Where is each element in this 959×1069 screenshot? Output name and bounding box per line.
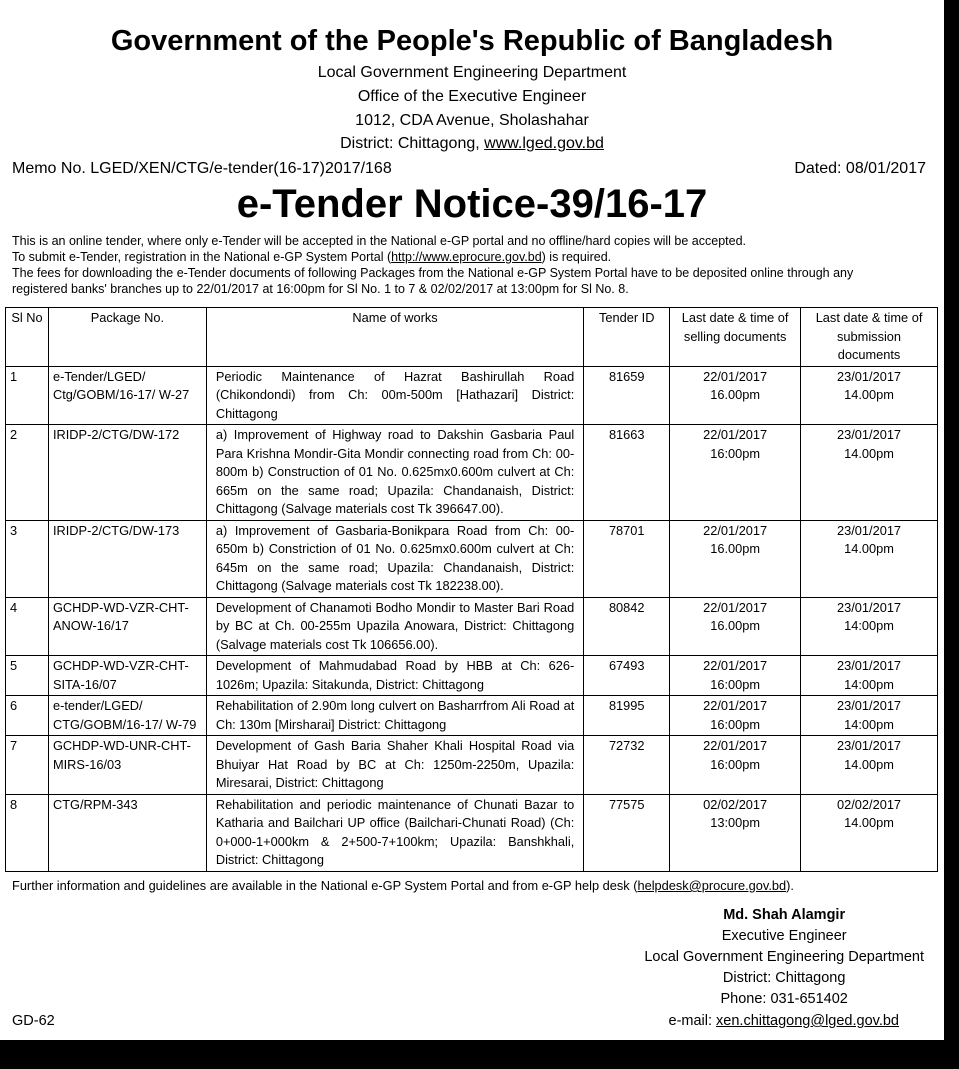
cell-sl <box>6 597 49 656</box>
cell-tender-id <box>584 794 670 871</box>
cell-works-text: a) Improvement of Gasbaria-Bonikpara Road from Ch: 00-650m b) Constriction of 01 No. 0.625mx0.600m culvert at Ch: 645m on the same road; Upazila: Chandanaish, District: Chittagong (Salvage materials cost Tk 182238.00). <box>215 522 575 593</box>
cell-works <box>206 794 583 871</box>
col-header-tender-id: Tender ID <box>584 308 670 367</box>
email-line: e-mail: xen.chittagong@lged.gov.bd <box>668 1013 899 1029</box>
table-row <box>6 656 938 696</box>
dept-name: Local Government Engineering Department <box>317 64 627 81</box>
memo-number: Memo No. LGED/XEN/CTG/e-tender(16-17)2017/168 <box>12 160 392 177</box>
cell-works <box>206 696 583 736</box>
signatory-phone: Phone: 031-651402 <box>720 991 848 1007</box>
cell-sl <box>6 656 49 696</box>
cell-tender-id <box>584 366 670 425</box>
cell-submission-text: 14.00pm <box>844 756 894 772</box>
cell-submission <box>801 425 938 521</box>
cell-package <box>48 520 206 597</box>
cell-tender-id <box>584 696 670 736</box>
cell-package <box>48 736 206 795</box>
cell-works <box>206 597 583 656</box>
cell-works <box>206 425 583 521</box>
table-header-row <box>6 308 938 367</box>
table-row <box>6 597 938 656</box>
table-row <box>6 794 938 871</box>
cell-selling <box>670 520 801 597</box>
cell-selling-text: 22/01/2017 <box>703 522 768 538</box>
cell-sl <box>6 696 49 736</box>
cell-tender-id-text: 78701 <box>608 522 645 538</box>
cell-tender-id-text: 80842 <box>608 599 645 615</box>
signatory-district: District: Chittagong <box>722 970 846 986</box>
cell-package-text: CTG/RPM-343 <box>52 796 138 812</box>
cell-sl-text: 1 <box>10 368 18 384</box>
cell-tender-id-text: 81659 <box>608 368 645 384</box>
signatory-dept: Local Government Engineering Department <box>644 949 924 965</box>
col-header-selling: Last date & time of selling documents <box>670 308 801 367</box>
cell-tender-id-text: 81663 <box>608 427 645 442</box>
cell-selling-text: 22/01/2017 <box>703 698 768 713</box>
cell-selling <box>670 736 801 795</box>
cell-submission <box>801 597 938 656</box>
cell-selling-text: 16:00pm <box>710 716 761 732</box>
cell-selling-text: 02/02/2017 <box>703 796 768 812</box>
cell-selling-text: 16:00pm <box>710 676 761 692</box>
col-header-sl: Sl No <box>6 308 49 367</box>
table-row <box>6 520 938 597</box>
notice-title: e-Tender Notice-39/16-17 <box>236 182 708 226</box>
cell-selling-text: 22/01/2017 <box>703 427 768 442</box>
cell-sl-text: 7 <box>10 738 18 753</box>
cell-submission-text: 23/01/2017 <box>837 698 902 713</box>
cell-submission-text: 23/01/2017 <box>837 522 902 538</box>
cell-sl <box>6 425 49 521</box>
cell-submission-text: 23/01/2017 <box>837 658 902 673</box>
cell-sl-text: 2 <box>10 427 18 442</box>
cell-submission <box>801 696 938 736</box>
cell-package-text: e-tender/LGED/ CTG/GOBM/16-17/ W-79 <box>52 698 197 732</box>
table-row <box>6 696 938 736</box>
eprocure-link[interactable]: http://www.eprocure.gov.bd <box>391 250 542 264</box>
cell-tender-id <box>584 520 670 597</box>
cell-package-text: IRIDP-2/CTG/DW-172 <box>52 427 180 442</box>
col-header-package: Package No. <box>48 308 206 367</box>
cell-works <box>206 736 583 795</box>
cell-selling-text: 16:00pm <box>710 756 761 772</box>
cell-selling-text: 16.00pm <box>710 541 761 556</box>
cell-package-text: GCHDP-WD-VZR-CHT-SITA-16/07 <box>52 658 189 692</box>
cell-selling <box>670 696 801 736</box>
cell-works-text: Development of Chanamoti Bodho Mondir to Master Bari Road by BC at Ch. 00-255m Upazila Anowara, District: Chittagong (Salvage materials cost Tk 106656.00). <box>215 599 575 652</box>
cell-selling-text: 16.00pm <box>710 618 761 633</box>
cell-selling-text: 22/01/2017 <box>703 738 768 753</box>
cell-submission-text: 23/01/2017 <box>837 427 902 442</box>
cell-works-text: Development of Mahmudabad Road by HBB at Ch: 626-1026m; Upazila: Sitakunda, District: Chittagong <box>215 658 575 692</box>
cell-submission-text: 14.00pm <box>844 445 894 461</box>
cell-works-text: a) Improvement of Highway road to Dakshin Gasbaria Paul Para Krishna Mondir-Gita Mondir connecting road from Ch: 00-800m b) Construction of 01 No. 0.625mx0.600m culvert at Ch: 665m on the same road; Upazila: Chandanaish, District: Chittagong (Salvage materials cost Tk 396647.00). <box>215 427 575 516</box>
helpdesk-email-link[interactable]: helpdesk@procure.gov.bd <box>637 878 787 893</box>
cell-selling <box>670 366 801 425</box>
cell-package-text: GCHDP-WD-VZR-CHT-ANOW-16/17 <box>52 599 189 633</box>
website-link[interactable]: www.lged.gov.bd <box>484 135 604 152</box>
cell-submission-text: 14.00pm <box>844 541 894 556</box>
government-title: Government of the People's Republic of Bangladesh <box>110 25 834 57</box>
cell-works-text: Rehabilitation of 2.90m long culvert on Basharrfrom Ali Road at Ch: 130m [Mirsharai] District: Chittagong <box>215 698 575 732</box>
signatory-name: Md. Shah Alamgir <box>723 907 846 923</box>
cell-tender-id-text: 67493 <box>608 658 645 673</box>
cell-package-text: IRIDP-2/CTG/DW-173 <box>52 522 180 538</box>
signatory-email-link[interactable]: xen.chittagong@lged.gov.bd <box>716 1013 899 1029</box>
cell-tender-id <box>584 597 670 656</box>
cell-submission-text: 14:00pm <box>844 618 894 633</box>
cell-selling <box>670 794 801 871</box>
cell-tender-id <box>584 736 670 795</box>
street-address: 1012, CDA Avenue, Sholashahar <box>355 112 589 129</box>
cell-submission-text: 23/01/2017 <box>837 599 902 615</box>
cell-tender-id-text: 77575 <box>608 796 645 812</box>
cell-sl-text: 4 <box>10 599 18 615</box>
cell-selling <box>670 656 801 696</box>
cell-selling-text: 22/01/2017 <box>703 368 768 384</box>
cell-sl-text: 8 <box>10 796 18 812</box>
col-header-works: Name of works <box>206 308 583 367</box>
signature-block <box>644 905 924 1010</box>
district-text: District: Chittagong, <box>340 135 485 152</box>
cell-tender-id <box>584 425 670 521</box>
cell-submission <box>801 366 938 425</box>
cell-selling-text: 13:00pm <box>710 815 761 830</box>
gd-code: GD-62 <box>12 1013 55 1029</box>
cell-works-text: Periodic Maintenance of Hazrat Bashirullah Road (Chikondondi) from Ch: 00m-500m [Hathazari] District: Chittagong <box>215 368 575 421</box>
cell-submission-text: 23/01/2017 <box>837 368 902 384</box>
cell-package-text: e-Tender/LGED/ Ctg/GOBM/16-17/ W-27 <box>52 368 190 402</box>
cell-sl-text: 5 <box>10 658 18 673</box>
cell-submission <box>801 794 938 871</box>
intro-line: registered banks' branches up to 22/01/2017 at 16:00pm for Sl No. 1 to 7 & 02/02/2017 at 13:00pm for Sl No. 8. <box>12 282 629 296</box>
district-line <box>0 135 944 153</box>
cell-package-text: GCHDP-WD-UNR-CHT-MIRS-16/03 <box>52 738 191 772</box>
cell-selling-text: 22/01/2017 <box>703 658 768 673</box>
cell-package <box>48 656 206 696</box>
cell-sl-text: 6 <box>10 698 18 713</box>
cell-submission-text: 14:00pm <box>844 676 894 692</box>
table-row <box>6 736 938 795</box>
cell-package <box>48 366 206 425</box>
cell-selling-text: 16.00pm <box>710 387 761 402</box>
cell-sl <box>6 520 49 597</box>
cell-sl <box>6 736 49 795</box>
cell-submission-text: 14.00pm <box>844 387 894 402</box>
cell-sl-text: 3 <box>10 522 18 538</box>
cell-submission-text: 14.00pm <box>844 815 894 830</box>
cell-sl <box>6 794 49 871</box>
cell-sl <box>6 366 49 425</box>
intro-line: The fees for downloading the e-Tender documents of following Packages from the National e-GP System Portal have to be deposited online through any <box>12 266 854 280</box>
cell-package <box>48 794 206 871</box>
table-row <box>6 425 938 521</box>
tender-table <box>5 307 938 872</box>
cell-submission <box>801 736 938 795</box>
cell-selling-text: 22/01/2017 <box>703 599 768 615</box>
table-row <box>6 366 938 425</box>
cell-package <box>48 425 206 521</box>
cell-tender-id <box>584 656 670 696</box>
col-header-submission: Last date & time of submission documents <box>801 308 938 367</box>
cell-tender-id-text: 72732 <box>608 738 645 753</box>
intro-line: This is an online tender, where only e-Tender will be accepted in the National e-GP portal and no offline/hard copies will be accepted. <box>12 234 747 248</box>
cell-selling-text: 16:00pm <box>710 445 761 461</box>
cell-works <box>206 366 583 425</box>
memo-date: Dated: 08/01/2017 <box>794 160 926 177</box>
further-info: Further information and guidelines are available in the National e-GP System Portal and from e-GP help desk (helpdesk@procure.gov.bd). <box>12 878 794 893</box>
cell-works-text: Development of Gash Baria Shaher Khali Hospital Road via Bhuiyar Hat Road by BC at Ch: 1250m-2250m, Upazila: Miresarai, District: Chittagong <box>215 738 575 790</box>
intro-text <box>12 233 937 297</box>
cell-selling <box>670 425 801 521</box>
cell-submission-text: 14:00pm <box>844 716 894 732</box>
signatory-designation: Executive Engineer <box>721 928 847 944</box>
cell-submission-text: 23/01/2017 <box>837 738 902 753</box>
cell-tender-id-text: 81995 <box>608 698 645 713</box>
cell-submission <box>801 656 938 696</box>
cell-works <box>206 656 583 696</box>
cell-package <box>48 696 206 736</box>
cell-submission <box>801 520 938 597</box>
cell-works <box>206 520 583 597</box>
cell-works-text: Rehabilitation and periodic maintenance of Chunati Bazar to Katharia and Bailchari UP office (Bailchari-Chunati Road) (Ch: 0+000-1+000km & 2+500-7+100km; Upazila: Banshkhali, District: Chittagong <box>215 796 575 867</box>
cell-selling <box>670 597 801 656</box>
cell-submission-text: 02/02/2017 <box>837 796 902 812</box>
cell-package <box>48 597 206 656</box>
intro-line: To submit e-Tender, registration in the National e-GP System Portal (http://www.eprocure.gov.bd) is required. <box>12 250 612 264</box>
office-name: Office of the Executive Engineer <box>357 88 587 105</box>
